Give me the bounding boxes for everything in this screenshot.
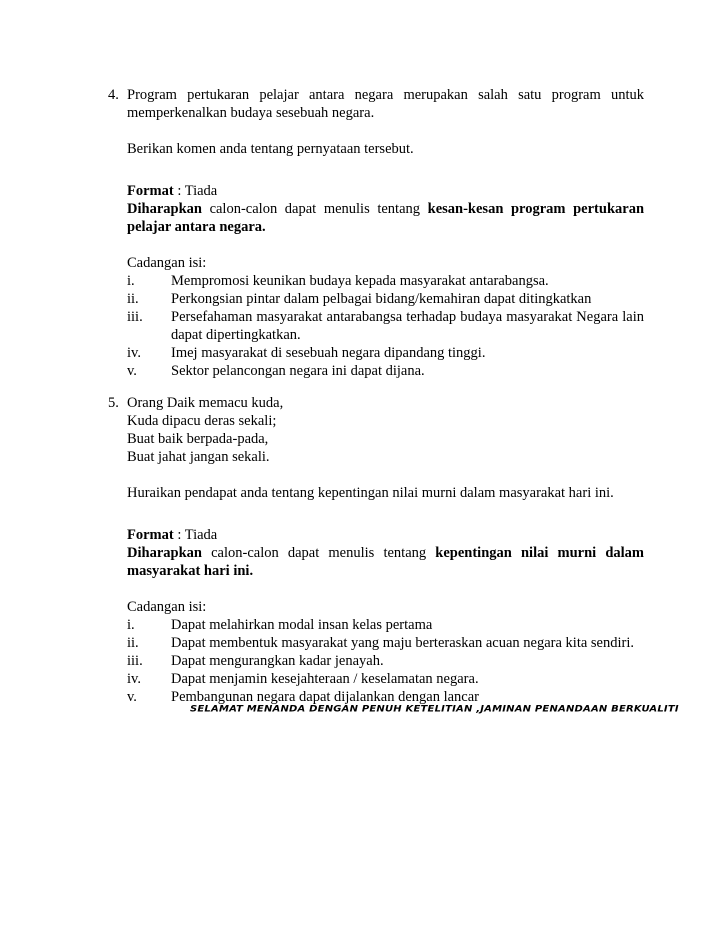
format-line	[127, 182, 644, 200]
list-item-text: Sektor pelancongan negara ini dapat dijana.	[171, 363, 425, 379]
question-text-line: memperkenalkan budaya sesebuah negara.	[127, 105, 375, 121]
format-line	[127, 526, 644, 544]
poem-line: Orang Daik memacu kuda,	[127, 395, 284, 411]
diharapkan-text: calon-calon dapat menulis tentang	[201, 201, 428, 217]
list-item	[127, 308, 644, 326]
question-prompt: Berikan komen anda tentang pernyataan tersebut.	[127, 141, 414, 157]
question-text-line: Program pertukaran pelajar antara negara merupakan salah satu program untuk	[127, 87, 644, 103]
footer-message: SELAMAT MENANDA DENGAN PENUH KETELITIAN ,JAMINAN PENANDAAN BERKUALITI	[190, 704, 679, 715]
question-prompt: Huraikan pendapat anda tentang kepentingan nilai murni dalam masyarakat hari ini.	[127, 485, 614, 501]
poem-line: Buat baik berpada-pada,	[127, 431, 269, 447]
list-item-text: Dapat membentuk masyarakat yang maju berteraskan acuan negara kita sendiri.	[171, 635, 635, 651]
diharapkan-line	[127, 544, 644, 562]
list-item-number: v.	[127, 363, 137, 379]
list-item	[127, 688, 644, 706]
diharapkan-emphasis: kepentingan nilai murni dalam	[435, 545, 644, 561]
list-item-text: Persefahaman masyarakat antarabangsa terhadap budaya masyarakat Negara lain	[171, 309, 644, 325]
diharapkan-emphasis-cont: pelajar antara negara.	[127, 219, 266, 235]
cadangan-label: Cadangan isi:	[127, 599, 207, 615]
list-item	[127, 670, 644, 688]
list-item-number: iv.	[127, 345, 141, 361]
list-item-number: i.	[127, 617, 135, 633]
format-value: : Tiada	[173, 183, 218, 199]
list-item	[127, 634, 644, 652]
question-body	[127, 86, 644, 380]
list-item-number: ii.	[127, 635, 139, 651]
poem-line: Buat jahat jangan sekali.	[127, 449, 270, 465]
list-item	[127, 652, 644, 670]
question-number: 5.	[108, 395, 119, 411]
list-item	[127, 616, 644, 634]
list-item-number: iii.	[127, 309, 143, 325]
diharapkan-emphasis: kesan-kesan program pertukaran	[427, 201, 644, 217]
list-item-number: v.	[127, 689, 137, 705]
list-item-text: dapat dipertingkatkan.	[171, 327, 301, 343]
poem-line: Kuda dipacu deras sekali;	[127, 413, 277, 429]
list-item-text: Dapat menjamin kesejahteraan / keselamatan negara.	[171, 671, 479, 687]
list-item-text: Pembangunan negara dapat dijalankan dengan lancar	[171, 689, 479, 705]
list-item	[127, 362, 644, 380]
format-value: : Tiada	[173, 527, 218, 543]
list-item	[127, 290, 644, 308]
format-label: Format	[127, 527, 174, 543]
list-item-number: i.	[127, 273, 135, 289]
list-item-number: iii.	[127, 653, 143, 669]
list-item-text: Imej masyarakat di sesebuah negara dipandang tinggi.	[171, 345, 486, 361]
list-item-number: ii.	[127, 291, 139, 307]
list-item-number: iv.	[127, 671, 141, 687]
question-number: 4.	[108, 87, 119, 103]
cadangan-label: Cadangan isi:	[127, 255, 207, 271]
list-item-text: Perkongsian pintar dalam pelbagai bidang/kemahiran dapat ditingkatkan	[171, 291, 592, 307]
list-item	[127, 344, 644, 362]
diharapkan-line	[127, 200, 644, 218]
list-item-text: Dapat melahirkan modal insan kelas pertama	[171, 617, 433, 633]
list-item-text: Mempromosi keunikan budaya kepada masyarakat antarabangsa.	[171, 273, 549, 289]
list-item	[127, 272, 644, 290]
list-item-text: Dapat mengurangkan kadar jenayah.	[171, 653, 384, 669]
question-body	[127, 394, 644, 706]
diharapkan-text: calon-calon dapat menulis tentang	[201, 545, 436, 561]
diharapkan-label: Diharapkan	[127, 201, 202, 217]
format-label: Format	[127, 183, 174, 199]
list-item-continuation	[127, 326, 644, 344]
diharapkan-emphasis-cont: masyarakat hari ini.	[127, 563, 254, 579]
diharapkan-label: Diharapkan	[127, 545, 202, 561]
